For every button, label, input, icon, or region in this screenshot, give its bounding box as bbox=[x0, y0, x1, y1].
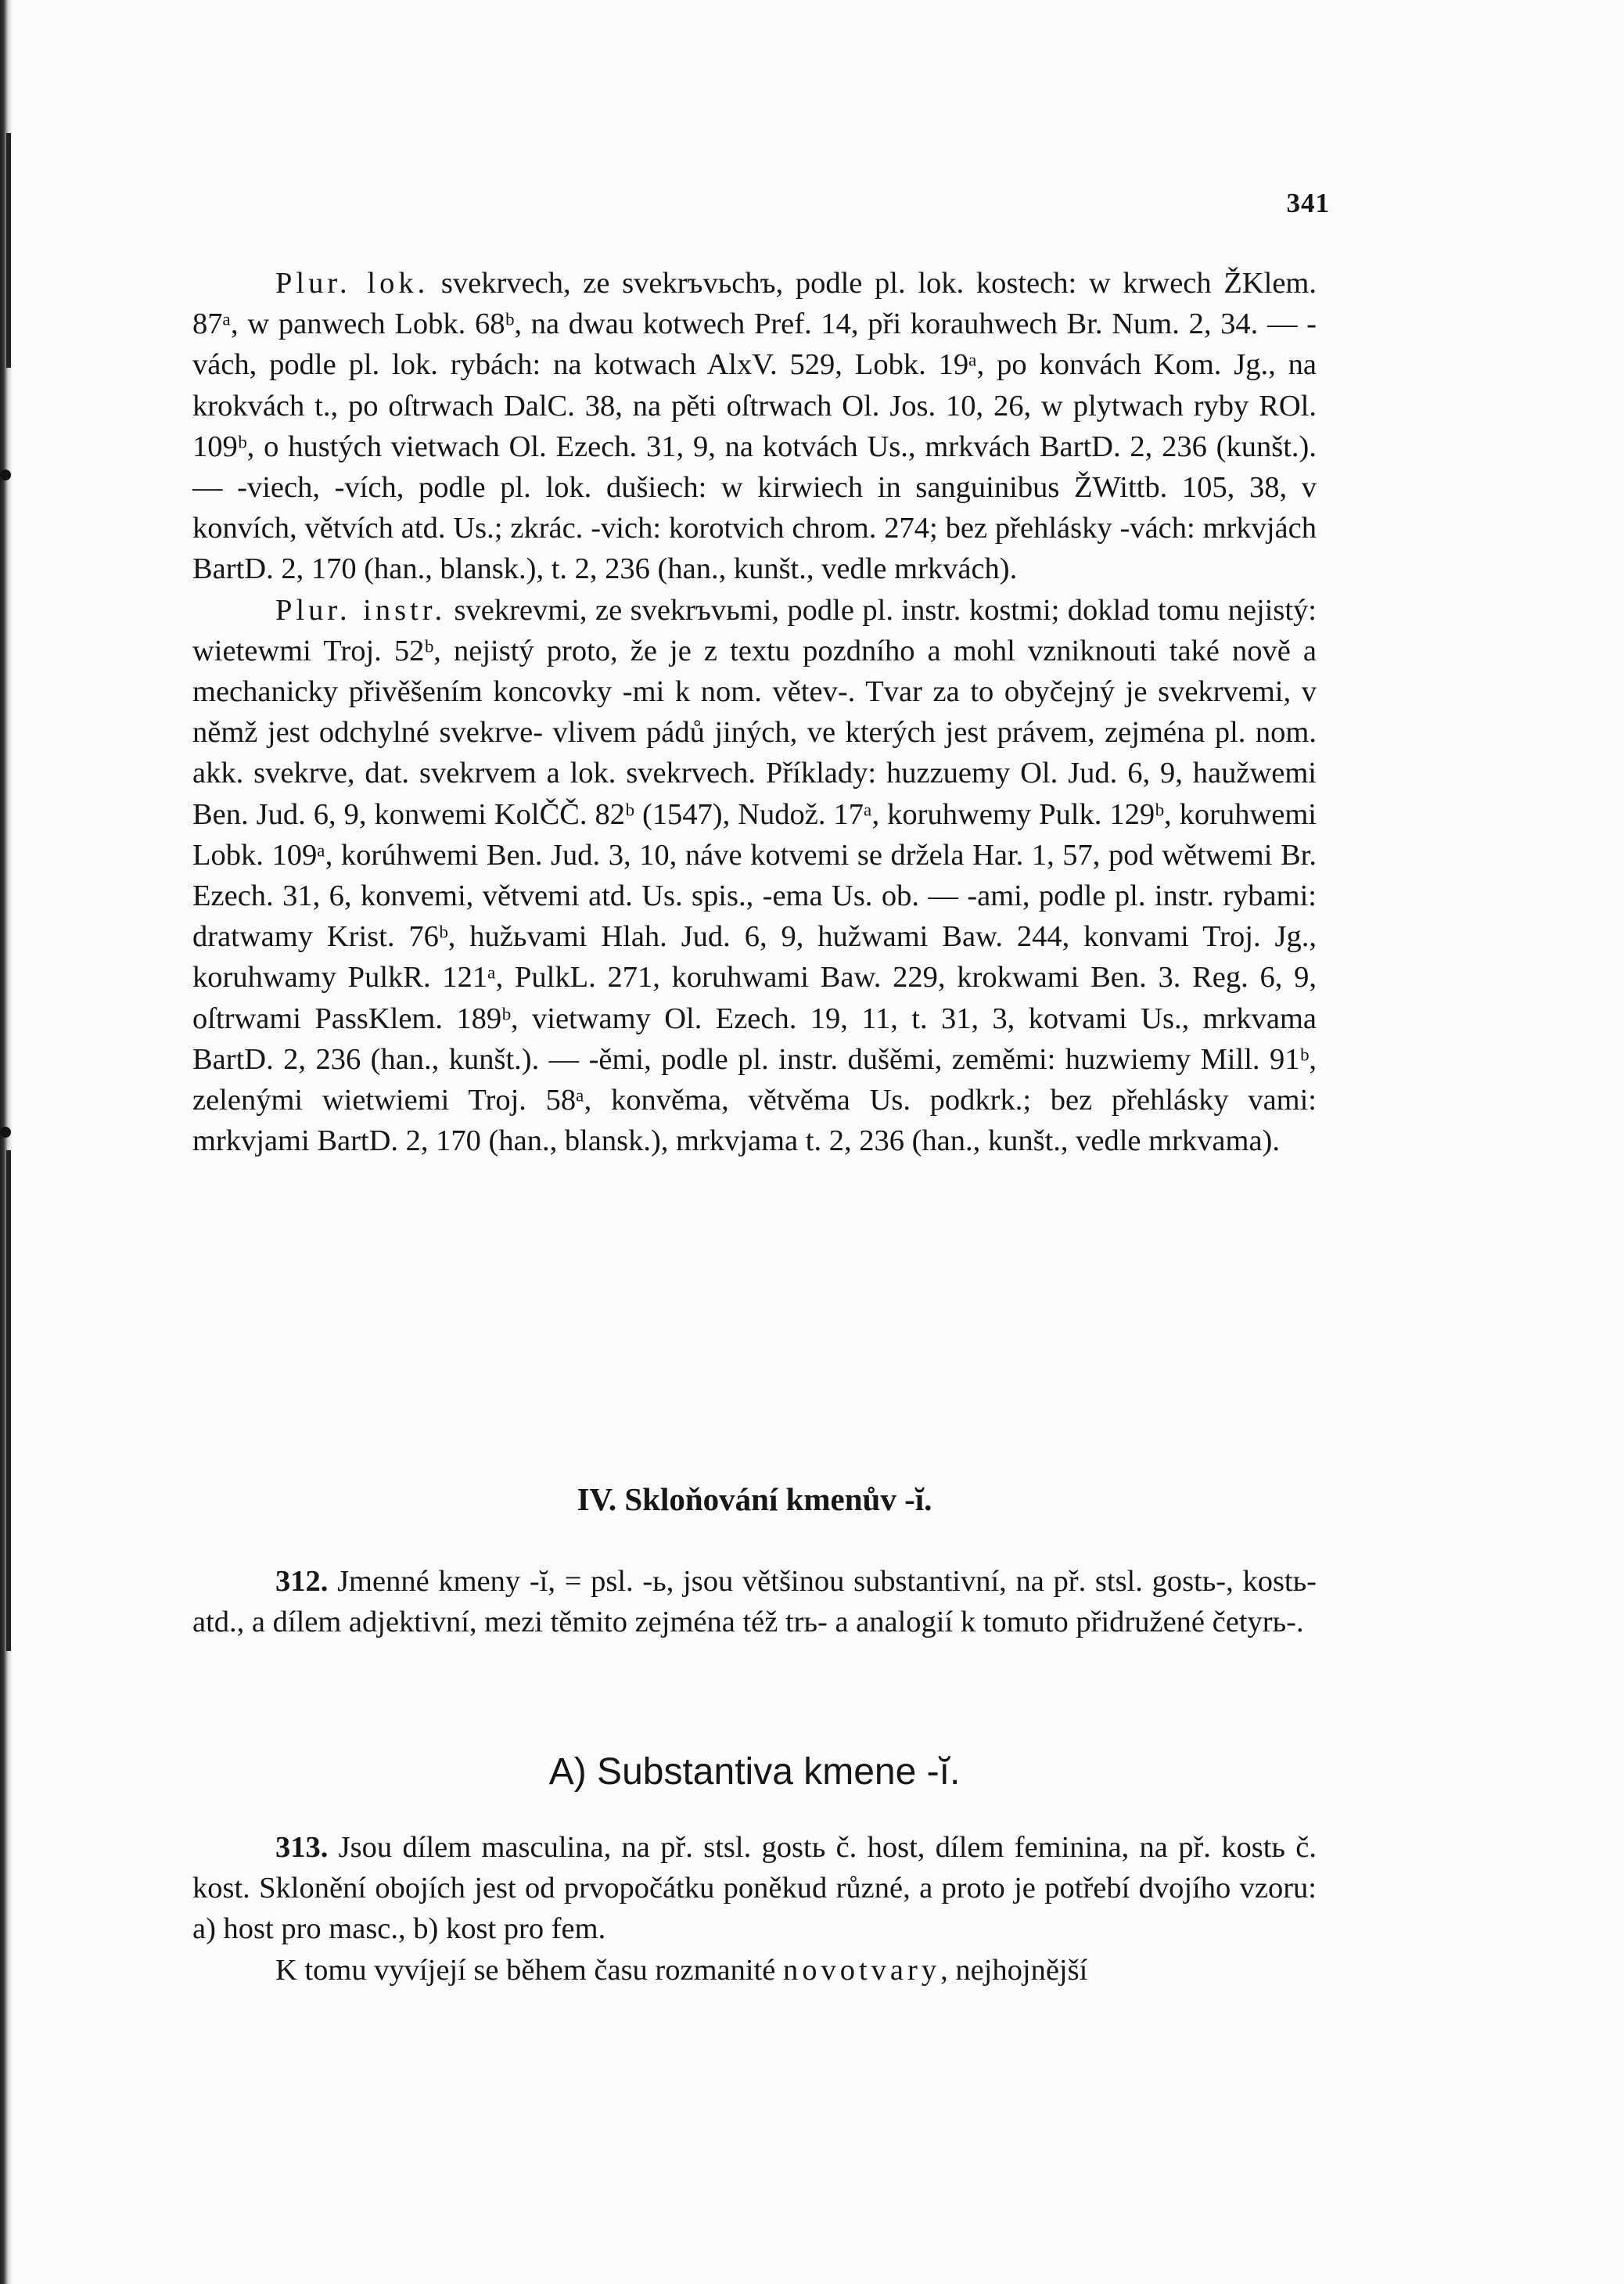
page-number: 341 bbox=[1286, 188, 1330, 218]
paragraph-number: 313. bbox=[275, 1831, 329, 1864]
binding-hole-mark bbox=[0, 1127, 11, 1138]
paragraph-text: Jsou dílem masculina, na př. stsl. gostь č. host, dílem feminina, na př. kostь č. kost. Sklonění obojích jest od prvopočátku poněkud různé, a proto je potřebí dvojího vzoru: a) host pro masc., b) kost pro fem. bbox=[192, 1831, 1317, 1946]
paragraph-text: svekrvech, ze svekrъvьchъ, podle pl. lok. kostech: w krwech ŽKlem. 87ᵃ, w panwech Lobk. 68ᵇ, na dwau kotwech Pref. 14, při korauhwech Br. Num. 2, 34. — -vách, podle pl. lok. rybách: na kotwach AlxV. 529, Lobk. 19ᵃ, po konvách Kom. Jg., na krokvách t., po oſtrwach DalC. 38, na pěti oſtrwach Ol. Jos. 10, 26, w plytwach ryby ROl. 109ᵇ, o hustých vietwach Ol. Ezech. 31, 9, na kotvách Us., mrkvách BartD. 2, 236 (kunšt.). — -viech, -vích, podle pl. lok. dušiech: w kirwiech in sanguinibus ŽWittb. 105, 38, v konvích, větvích atd. Us.; zkrác. -vich: korotvich chrom. 274; bez přehlásky -vách: mrkvjách BartD. 2, 170 (han., blansk.), t. 2, 236 (han., kunšt., vedle mrkvách). bbox=[192, 267, 1317, 586]
paragraph-text: Jmenné kmeny -ĭ, = psl. -ь, jsou většinou substantivní, na př. stsl. gostь-, kostь- atd., a dílem adjektivní, mezi těmito zejména též trь- a analogií k tomuto přidružené četyrь-. bbox=[192, 1565, 1317, 1639]
case-label: Plur. instr. bbox=[275, 593, 447, 627]
binding-edge-line bbox=[6, 133, 11, 368]
paragraph-313 bbox=[192, 1827, 1317, 1950]
paragraph-313-continued bbox=[192, 1950, 1317, 1991]
paragraph-plur-instr bbox=[192, 590, 1317, 1162]
section-heading: IV. Skloňování kmenův -ĭ. bbox=[577, 1481, 932, 1517]
binding-edge-line bbox=[6, 1150, 11, 1651]
paragraph-number: 312. bbox=[275, 1565, 329, 1598]
emphasis-spaced: novotvary bbox=[782, 1953, 941, 1987]
subsection-heading: A) Substantiva kmene -ĭ. bbox=[548, 1751, 961, 1793]
case-label: Plur. lok. bbox=[275, 267, 429, 300]
paragraph-text-tail: , nejhojnější bbox=[940, 1953, 1088, 1987]
paragraph-text-lead: K tomu vyvíjejí se během času rozmanité bbox=[275, 1953, 776, 1987]
paragraph-plur-lok bbox=[192, 263, 1317, 590]
paragraph-312 bbox=[192, 1561, 1317, 1642]
paragraph-text: svekrevmi, ze svekrъvьmi, podle pl. instr. kostmi; doklad tomu nejistý: wietewmi Troj. 52ᵇ, nejistý proto, že je z textu pozdního a mohl vzniknouti také nově a mechanicky přivěšením koncovky -mi k nom. větev-. Tvar za to obyčejný je svekrvemi, v němž jest odchylné svekrve- vlivem pádů jiných, ve kterých jest právem, zejména pl. nom. akk. svekrve, dat. svekrvem a lok. svekrvech. Příklady: huzzuemy Ol. Jud. 6, 9, haužwemi Ben. Jud. 6, 9, konwemi KolČČ. 82ᵇ (1547), Nudož. 17ᵃ, koruhwemy Pulk. 129ᵇ, koruhwemi Lobk. 109ᵃ, korúhwemi Ben. Jud. 3, 10, náve kotvemi se držela Har. 1, 57, pod wětwemi Br. Ezech. 31, 6, konvemi, větvemi atd. Us. spis., -ema Us. ob. — -ami, podle pl. instr. rybami: dratwamy Krist. 76ᵇ, hužьvami Hlah. Jud. 6, 9, hužwami Baw. 244, konvami Troj. Jg., koruhwamy PulkR. 121ᵃ, PulkL. 271, koruhwami Baw. 229, krokwami Ben. 3. Reg. 6, 9, oſtrwami PassKlem. 189ᵇ, vietwamy Ol. Ezech. 19, 11, t. 31, 3, kotvami Us., mrkvama BartD. 2, 236 (han., kunšt.). — -ěmi, podle pl. instr. dušěmi, zeměmi: huzwiemy Mill. 91ᵇ, zelenými wietwiemi Troj. 58ᵃ, konvěma, větvěma Us. podkrk.; bez přehlásky vami: mrkvjami BartD. 2, 170 (han., blansk.), mrkvjama t. 2, 236 (han., kunšt., vedle mrkvama). bbox=[192, 593, 1317, 1158]
text-block-plural-cases bbox=[192, 263, 1317, 1161]
text-block-312 bbox=[192, 1561, 1317, 1642]
binding-hole-mark bbox=[0, 469, 11, 480]
text-block-313 bbox=[192, 1827, 1317, 1991]
